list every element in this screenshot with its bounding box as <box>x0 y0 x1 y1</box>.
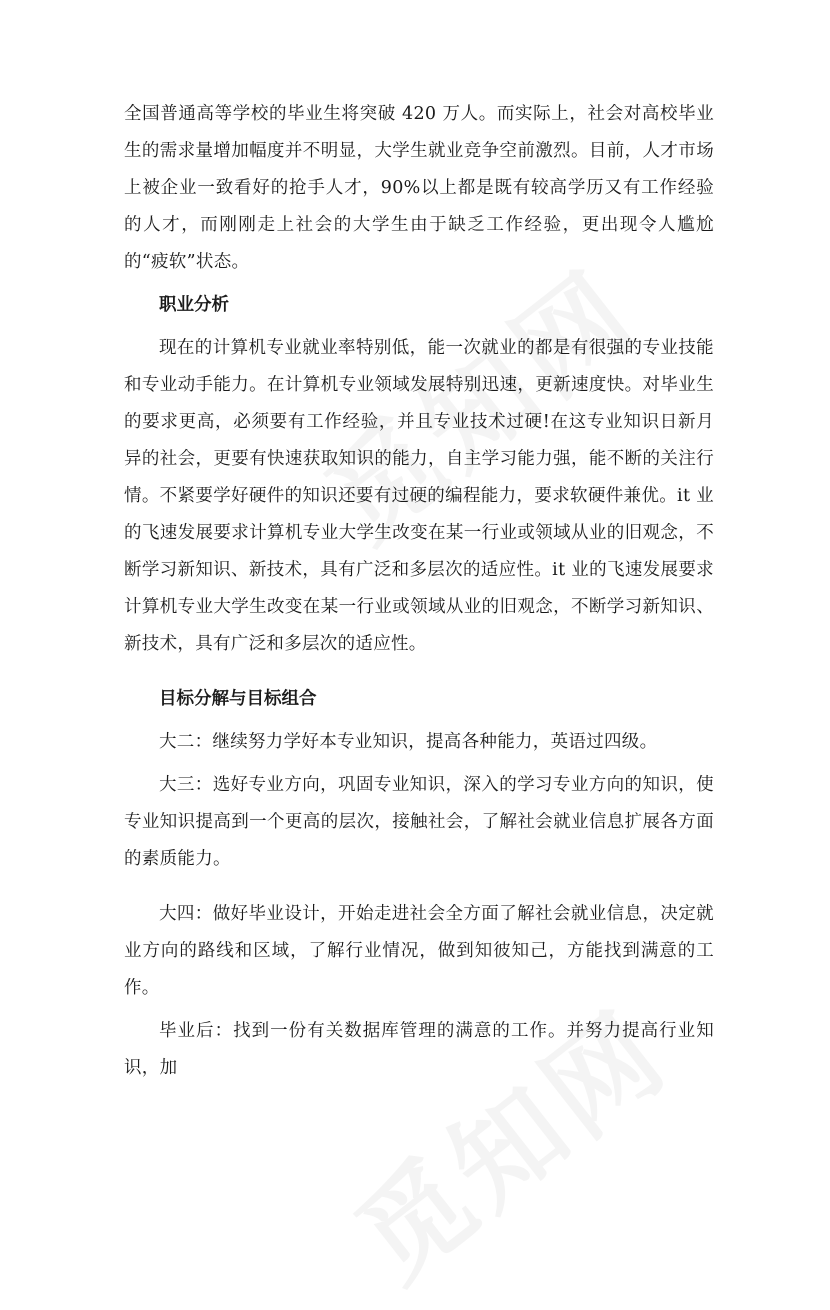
after-graduation-paragraph: 毕业后：找到一份有关数据库管理的满意的工作。并努力提高行业知识，加 <box>124 1021 714 1078</box>
goal-decomposition-heading: 目标分解与目标组合 <box>159 689 317 709</box>
year-two-paragraph: 大二：继续努力学好本专业知识，提高各种能力，英语过四级。 <box>159 732 658 752</box>
career-analysis-heading: 职业分析 <box>159 295 229 315</box>
career-analysis-paragraph: 现在的计算机专业就业率特别低，能一次就业的都是有很强的专业技能和专业动手能力。在计算机专业领域发展特别迅速，更新速度快。对毕业生的要求更高，必须要有工作经验，并且专业技术过硬!在这专业知识日新月异的社会，更要有快速获取知识的能力，自主学习能力强，能不断的关注行情。不紧要学好硬件的知识还要有过硬的编程能力，要求软硬件兼优。it 业的飞速发展要求计算机专业大学生改变在某一行业或领域从业的旧观念，不断学习新知识、新技术，具有广泛和多层次的适应性。it 业的飞速发展要求计算机专业大学生改变在某一行业或领域从业的旧观念，不断学习新知识、新技术，具有广泛和多层次的适应性。 <box>124 338 714 654</box>
intro-paragraph: 全国普通高等学校的毕业生将突破 420 万人。而实际上，社会对高校毕业生的需求量增加幅度并不明显，大学生就业竞争空前激烈。目前，人才市场上被企业一致看好的抢手人才，90%以上都是既有较高学历又有工作经验的人才，而刚刚走上社会的大学生由于缺乏工作经验，更出现令人尴尬的“疲软”状态。 <box>124 104 714 272</box>
year-four-paragraph: 大四：做好毕业设计，开始走进社会全方面了解社会就业信息，决定就业方向的路线和区域，了解行业情况，做到知彼知己，方能找到满意的工作。 <box>124 904 714 998</box>
document-body <box>124 96 714 1087</box>
year-three-paragraph: 大三：选好专业方向，巩固专业知识，深入的学习专业方向的知识，使专业知识提高到一个更高的层次，接触社会，了解社会就业信息扩展各方面的素质能力。 <box>124 775 714 869</box>
